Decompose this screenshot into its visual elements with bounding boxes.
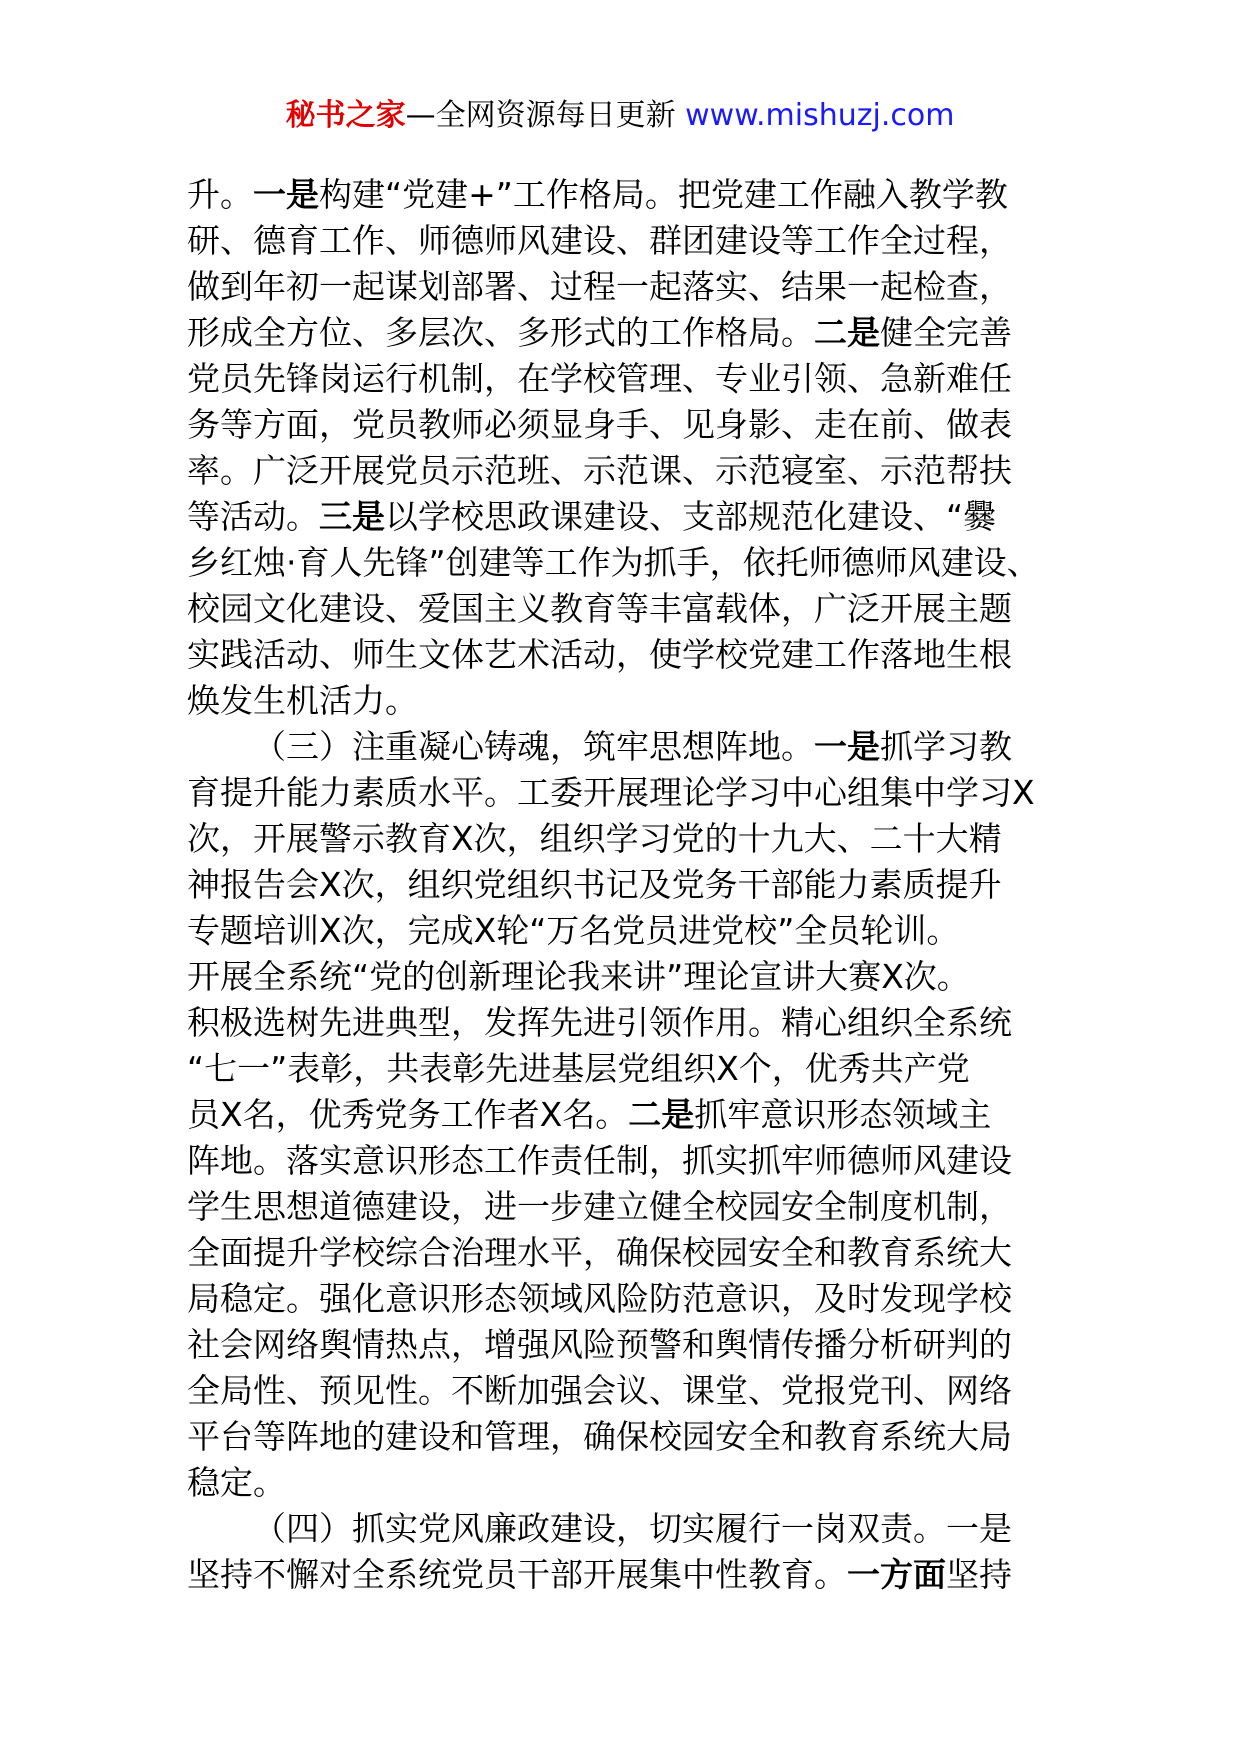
text-line [187, 1276, 1057, 1322]
text-line [187, 1046, 1057, 1092]
body-text: 稳定。 [187, 1463, 286, 1502]
text-line [187, 1230, 1057, 1276]
body-text: 形成全方位、多层次、多形式的工作格局。 [187, 313, 814, 352]
body-text: 升。 [187, 175, 253, 214]
text-line [187, 218, 1057, 264]
body-text: 研、德育工作、师德师风建设、群团建设等工作全过程， [187, 221, 1012, 260]
text-line [187, 540, 1057, 586]
body-text: 实践活动、师生文体艺术活动，使学校党建工作落地生根 [187, 635, 1012, 674]
emphasis-text: 一是 [814, 727, 880, 766]
text-line [187, 770, 1057, 816]
body-text: 务等方面，党员教师必须显身手、见身影、走在前、做表 [187, 405, 1012, 444]
body-text: “七一”表彰，共表彰先进基层党组织X个，优秀共产党 [187, 1049, 970, 1088]
body-text: 社会网络舆情热点，增强风险预警和舆情传播分析研判的 [187, 1325, 1012, 1364]
body-text: 全面提升学校综合治理水平，确保校园安全和教育系统大 [187, 1233, 1012, 1272]
body-text: 次，开展警示教育X次，组织学习党的十九大、二十大精 [187, 819, 1002, 858]
body-text: 党员先锋岗运行机制，在学校管理、专业引领、急新难任 [187, 359, 1012, 398]
text-line [187, 1138, 1057, 1184]
text-line [187, 448, 1057, 494]
body-text: 育提升能力素质水平。工委开展理论学习中心组集中学习X [187, 773, 1035, 812]
body-text: 率。广泛开展党员示范班、示范课、示范寝室、示范帮扶 [187, 451, 1012, 490]
body-text: 积极选树先进典型，发挥先进引领作用。精心组织全系统 [187, 1003, 1012, 1042]
emphasis-text: 二是 [628, 1095, 695, 1134]
body-text: 开展全系统“党的创新理论我来讲”理论宣讲大赛X次。 [187, 957, 970, 996]
text-line [187, 402, 1057, 448]
body-text: 员X名，优秀党务工作者X名。 [187, 1095, 629, 1134]
text-line [187, 954, 1057, 1000]
text-line [187, 1414, 1057, 1460]
body-text: 构建“党建+”工作格局。把党建工作融入教学教 [319, 175, 1008, 214]
body-text: 校园文化建设、爱国主义教育等丰富载体，广泛开展主题 [187, 589, 1012, 628]
text-line [187, 1460, 1057, 1506]
text-line [187, 1552, 1057, 1598]
text-line [187, 494, 1057, 540]
document-body [187, 172, 1057, 1598]
body-text: 做到年初一起谋划部署、过程一起落实、结果一起检查， [187, 267, 1012, 306]
body-text: 坚持 [946, 1555, 1012, 1594]
emphasis-text: 二是 [814, 313, 880, 352]
body-text: 健全完善 [880, 313, 1012, 352]
body-text: 学生思想道德建设，进一步建立健全校园安全制度机制， [187, 1187, 1012, 1226]
text-line [187, 724, 1057, 770]
site-url: www.mishuzj.com [685, 98, 955, 133]
emphasis-text: 三是 [319, 497, 385, 536]
body-text: 抓牢意识形态领域主 [694, 1095, 992, 1134]
site-brand: 秘书之家 [285, 98, 406, 133]
emphasis-text: 一方面 [847, 1555, 946, 1594]
body-text: （四）抓实党风廉政建设，切实履行一岗双责。一是 [253, 1509, 1012, 1548]
body-text: 局稳定。强化意识形态领域风险防范意识，及时发现学校 [187, 1279, 1012, 1318]
text-line [187, 678, 1057, 724]
text-line [187, 586, 1057, 632]
body-text: 焕发生机活力。 [187, 681, 418, 720]
emphasis-text: 一是 [253, 175, 319, 214]
body-text: 抓学习教 [880, 727, 1012, 766]
text-line [187, 908, 1057, 954]
body-text: 专题培训X次，完成X轮“万名党员进党校”全员轮训。 [187, 911, 960, 950]
text-line [187, 1506, 1057, 1552]
text-line [187, 1322, 1057, 1368]
body-text: 阵地。落实意识形态工作责任制，抓实抓牢师德师风建设 [187, 1141, 1012, 1180]
site-watermark-header [0, 96, 1240, 136]
body-text: 平台等阵地的建设和管理，确保校园安全和教育系统大局 [187, 1417, 1012, 1456]
text-line [187, 1184, 1057, 1230]
body-text: （三）注重凝心铸魂，筑牢思想阵地。 [253, 727, 814, 766]
text-line [187, 816, 1057, 862]
text-line [187, 1368, 1057, 1414]
text-line [187, 1000, 1057, 1046]
text-line [187, 264, 1057, 310]
text-line [187, 172, 1057, 218]
body-text: 坚持不懈对全系统党员干部开展集中性教育。 [187, 1555, 847, 1594]
text-line [187, 862, 1057, 908]
body-text: 全局性、预见性。不断加强会议、课堂、党报党刊、网络 [187, 1371, 1012, 1410]
body-text: 等活动。 [187, 497, 319, 536]
text-line [187, 632, 1057, 678]
body-text: 神报告会X次，组织党组织书记及党务干部能力素质提升 [187, 865, 1002, 904]
body-text: 乡红烛·育人先锋”创建等工作为抓手，依托师德师风建设、 [187, 543, 1040, 582]
text-line [187, 356, 1057, 402]
body-text: 以学校思政课建设、支部规范化建设、“爨 [385, 497, 997, 536]
site-tagline: —全网资源每日更新 [405, 98, 686, 133]
text-line [187, 310, 1057, 356]
text-line [187, 1092, 1057, 1138]
